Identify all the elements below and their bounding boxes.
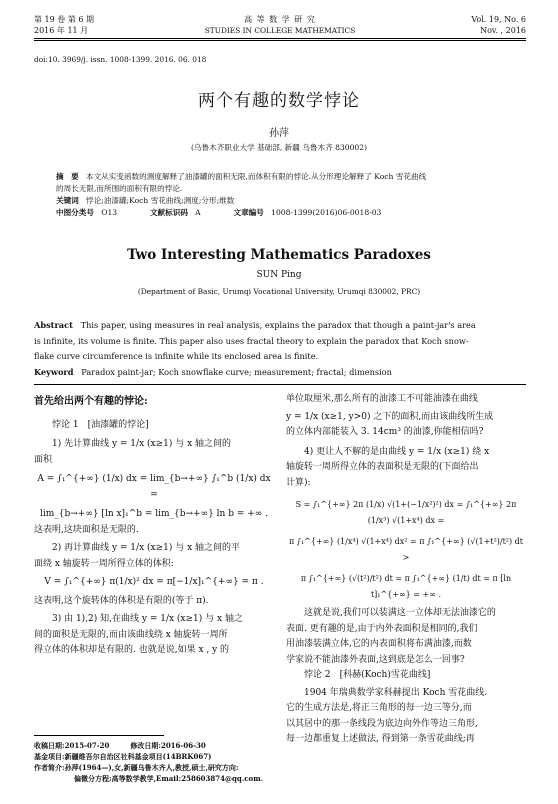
keyword-en-label: Keyword <box>34 366 74 377</box>
section-heading: 首先给出两个有趣的悖论: <box>34 396 148 407</box>
abstract-en-label: Abstract <box>34 320 73 330</box>
header-rule-2 <box>34 40 526 41</box>
footnote-author-1: 作者简介:孙萍(1964—),女,新疆乌鲁木齐人,教授,硕士,研究方向: <box>34 763 239 772</box>
equation-area-1: A = ∫₁^{+∞} (1/x) dx = lim_{b→+∞} ∫₁^b (1/x) dx = <box>37 474 271 500</box>
right-line-12: 它的生成方法是,将正三角形的每一边三等分,而 <box>286 703 472 713</box>
equation-volume: V = ∫₁^{+∞} π(1/x)² dx = π[−1/x]₁^{+∞} = π . <box>44 577 264 587</box>
volume-issue: 第 19 卷 第 6 期 <box>34 15 94 24</box>
abstract-cn <box>56 171 516 219</box>
para-3a: 3) 由 1),2) 知,在曲线 y = 1/x (x≥1) 与 x 轴之 <box>52 614 243 624</box>
class-label: 中图分类号 <box>56 208 94 217</box>
author-cn: 孙萍 <box>269 128 289 139</box>
doc-code-value: A <box>195 208 201 217</box>
class-value: O13 <box>101 208 118 217</box>
para-1b: 面积 <box>34 454 53 465</box>
para-2a: 2) 再计算曲线 y = 1/x (x≥1) 与 x 轴之间的平 <box>52 543 241 553</box>
abstract-divider <box>34 384 526 385</box>
right-line-3: 的立体内部能装入 3. 14cm³ 的油漆,你能相信吗? <box>286 427 484 437</box>
para-1c: 这表明,这块面积是无限的. <box>34 524 139 535</box>
right-line-5: 轴旋转一周所得立体的表面积是无限的(下面给出 <box>286 462 479 472</box>
footnote-received: 收稿日期:2015-07-20 修改日期:2016-06-30 <box>34 741 206 750</box>
right-line-7: 这就是说,我们可以装满这一立体却无法油漆它的 <box>304 608 496 618</box>
author-en: SUN Ping <box>256 270 302 280</box>
right-line-8: 表面. 更有趣的是,由于内外表面积是相同的,我们 <box>286 623 478 634</box>
title-en: Two Interesting Mathematics Paradoxes <box>127 247 431 263</box>
article-no-value: 1008-1399(2016)06-0018-03 <box>271 208 382 217</box>
para-1a: 1) 先计算曲线 y = 1/x (x≥1) 与 x 轴之间的 <box>52 439 232 449</box>
right-line-14: 每一边都重复上述做法, 得到第一条雪花曲线;再 <box>286 734 475 744</box>
equation-surface-3: π ∫₁^{+∞} (√(t²)/t²) dt = π ∫₁^{+∞} (1/t) dt = π [ln t]₁^{+∞} = +∞ . <box>300 574 512 599</box>
right-line-11: 1904 年瑞典数学家科赫提出 Koch 雪花曲线. <box>304 687 488 698</box>
right-line-4: 4) 更让人不解的是由曲线 y = 1/x (x≥1) 绕 x <box>304 446 490 457</box>
abstract-en-line-3: flake curve circumference is infinite while its enclosed area is finite. <box>34 351 319 361</box>
issue-date: 2016 年 11 月 <box>34 26 89 35</box>
right-column <box>286 392 526 748</box>
abstract-cn-text-1: 本文从实变函数的测度解释了油漆罐的面积无限,而体积有限的悖论.从分形理论解释了 Koch 雪花曲线 <box>86 172 427 181</box>
equation-area-2: lim_{b→+∞} [ln x]₁^b = lim_{b→+∞} ln b = +∞ . <box>39 509 268 519</box>
keyword-en: Paradox paint-jar; Koch snowflake curve; measurement; fractal; dimension <box>81 366 392 377</box>
issue-date-en: Nov. , 2016 <box>480 26 526 35</box>
footnote-author-2: 偏微分方程;高等数学教学,Email:258603874@qq.com. <box>74 774 264 783</box>
article-no-label: 文章编号 <box>233 208 264 217</box>
paradox-2-heading: 悖论 2 [科赫(Koch)雪花曲线] <box>304 670 431 680</box>
volume-issue-en: Vol. 19, No. 6 <box>471 15 526 24</box>
right-line-13: 以其居中的那一条线段为底边向外作等边三角形, <box>286 718 478 729</box>
paradox-1-heading: 悖论 1 [油漆罐的悖论] <box>52 419 149 430</box>
right-line-2: y = 1/x (x≥1, y>0) 之下的面积,而由该曲线所生成 <box>286 411 494 422</box>
right-line-9: 用油漆装满立体,它的内表面积将布满油漆,而数 <box>286 639 472 649</box>
body-columns <box>34 392 526 752</box>
journal-title-cn: 高 等 数 学 研 究 <box>244 15 316 24</box>
right-line-10: 学家说不能油漆外表面,这到底是怎么一回事? <box>286 654 465 665</box>
right-line-6: 计算): <box>286 477 311 488</box>
para-3b: 间的面积是无限的,而由该曲线绕 x 轴旋转一周所 <box>34 629 228 640</box>
abstract-en-line-2: is infinite, its volume is finite. This paper also uses fractal theory to explain the paradox that Koch snow- <box>34 335 469 346</box>
footnote-rule <box>34 735 164 736</box>
keywords-cn: 悖论;油漆罐;Koch 雪花曲线;测度;分形;维数 <box>86 196 235 205</box>
para-2b: 面绕 x 轴旋转一周所得立体的体积: <box>34 558 174 569</box>
affiliation-cn: (乌鲁木齐职业大学 基础部, 新疆 乌鲁木齐 830002) <box>190 143 368 152</box>
equation-surface-2: π ∫₁^{+∞} (1/x⁴) √(1+x⁴) dx² = π ∫₁^{+∞} (√(1+t²)/t²) dt > <box>288 537 524 562</box>
footnote <box>34 740 274 784</box>
title-cn: 两个有趣的数学悖论 <box>198 91 360 111</box>
left-column <box>34 392 274 659</box>
affiliation-en: (Department of Basic, Urumqi Vocational University, Urumqi 830002, PRC) <box>137 287 421 296</box>
right-line-1: 单位取厘米,那么所有的油漆工不可能油漆在曲线 <box>286 394 478 404</box>
abstract-cn-text-2: 的周长无限,而所围的面积有限的悖论. <box>56 184 183 193</box>
header-rule <box>34 38 526 39</box>
journal-title-en: STUDIES IN COLLEGE MATHEMATICS <box>204 26 356 35</box>
equation-surface-1: S = ∫₁^{+∞} 2π (1/x) √(1+(−1/x²)²) dx = ∫₁^{+∞} 2π (1/x³) √(1+x⁴) dx = <box>295 500 517 525</box>
abstract-cn-label: 摘 要 <box>56 172 79 181</box>
doc-code-label: 文献标识码 <box>149 208 188 217</box>
footnote-fund: 基金项目:新疆维吾尔自治区社科基金项目(14BRK067) <box>34 752 212 761</box>
para-3c: 得立体的体积却是有限的. 也就是说,如果 x , y 的 <box>34 645 230 655</box>
abstract-en-line-1: This paper, using measures in real analysis, explains the paradox that though a paint-jar's area <box>80 320 476 330</box>
doi: doi:10. 3969/j. issn. 1008-1399. 2016. 06. 018 <box>34 55 207 64</box>
keywords-cn-label: 关键词 <box>56 196 79 205</box>
para-2c: 这表明,这个旋转体的体积是有限的(等于 π). <box>34 595 209 606</box>
abstract-en <box>34 318 526 380</box>
